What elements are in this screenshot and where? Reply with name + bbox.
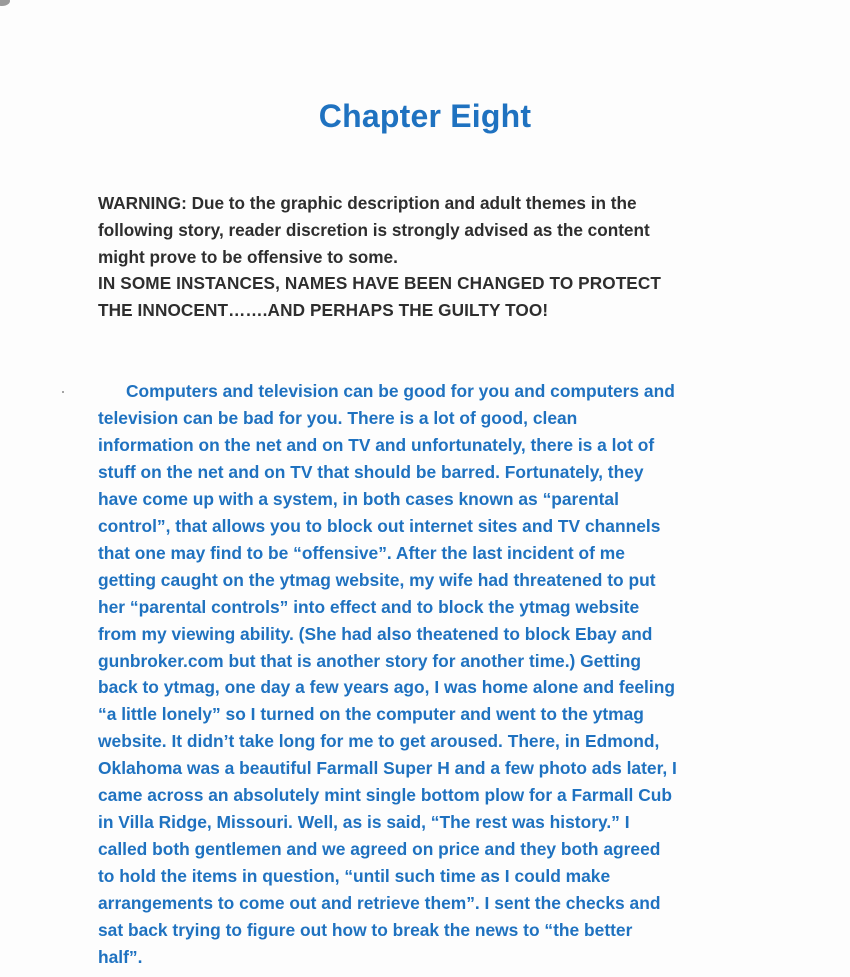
story-line: sat back trying to figure out how to break the news to “the better (98, 920, 633, 941)
story-line: from my viewing ability. (She had also theatened to block Ebay and (98, 623, 653, 644)
story-line: half”. (98, 947, 143, 968)
chapter-title: Chapter Eight (318, 98, 532, 134)
story-line: stuff on the net and on TV that should be barred. Fortunately, they (98, 461, 644, 482)
story-line: called both gentlemen and we agreed on price and they both agreed (98, 839, 661, 860)
scan-corner-mark (0, 0, 10, 6)
story-line: back to ytmag, one day a few years ago, I was home alone and feeling (98, 677, 675, 698)
story-line: “a little lonely” so I turned on the computer and went to the ytmag (98, 704, 644, 725)
warning-line: might prove to be offensive to some. (98, 246, 398, 267)
scan-speck (62, 391, 64, 393)
names-changed-notice (98, 270, 748, 324)
story-line: Computers and television can be good for you and computers and (126, 381, 675, 401)
story-line: information on the net and on TV and unfortunately, there is a lot of (98, 434, 655, 455)
story-line: Oklahoma was a beautiful Farmall Super H and a few photo ads later, I (98, 758, 677, 779)
warning-line: following story, reader discretion is strongly advised as the content (98, 219, 650, 240)
story-line: television can be bad for you. There is a lot of good, clean (98, 407, 578, 428)
story-line: gunbroker.com but that is another story for another time.) Getting (98, 650, 642, 671)
warning-line: WARNING: Due to the graphic description and adult themes in the (98, 193, 637, 213)
notice-line: THE INNOCENT…….AND PERHAPS THE GUILTY TOO! (98, 300, 549, 321)
notice-line: IN SOME INSTANCES, NAMES HAVE BEEN CHANGED TO PROTECT (98, 273, 661, 294)
story-line: arrangements to come out and retrieve them”. I sent the checks and (98, 893, 661, 914)
story-line: her “parental controls” into effect and to block the ytmag website (98, 596, 640, 617)
content-warning (98, 190, 748, 324)
story-line: have come up with a system, in both cases known as “parental (98, 488, 619, 509)
story-line: control”, that allows you to block out internet sites and TV channels (98, 515, 661, 536)
story-line: getting caught on the ytmag website, my wife had threatened to put (98, 569, 656, 590)
story-line: website. It didn’t take long for me to get aroused. There, in Edmond, (98, 731, 660, 752)
story-line: to hold the items in question, “until such time as I could make (98, 866, 611, 887)
warning-paragraph (98, 190, 748, 270)
story-line: in Villa Ridge, Missouri. Well, as is said, “The rest was history.” I (98, 812, 630, 833)
story-line: came across an absolutely mint single bottom plow for a Farmall Cub (98, 785, 673, 806)
story-paragraph (98, 378, 758, 971)
story-line: that one may find to be “offensive”. After the last incident of me (98, 542, 625, 563)
